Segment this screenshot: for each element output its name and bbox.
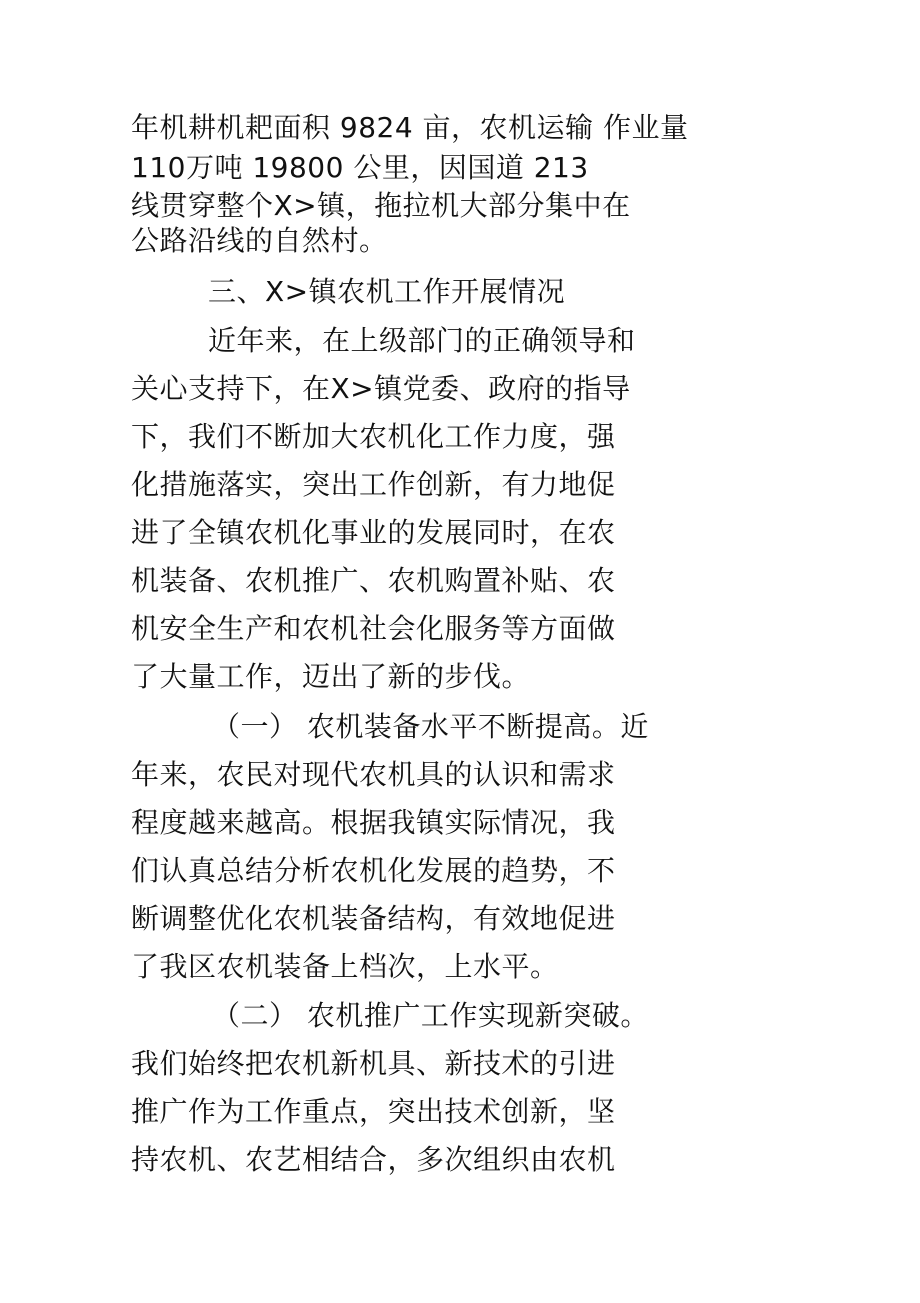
body-text-line: 了我区农机装备上档次，上水平。 xyxy=(131,950,559,983)
body-text-line: 110万吨 19800 公里，因国道 213 xyxy=(131,151,589,184)
body-text-line: 持农机、农艺相结合，多次组织由农机 xyxy=(131,1143,616,1176)
body-text-line: 程度越来越高。根据我镇实际情况，我 xyxy=(131,806,616,839)
body-text-line: 机安全生产和农机社会化服务等方面做 xyxy=(131,612,616,645)
body-text-line: 线贯穿整个X>镇，拖拉机大部分集中在 xyxy=(131,189,631,222)
body-text-line: 了大量工作，迈出了新的步伐。 xyxy=(131,660,531,693)
body-text-line: 推广作为工作重点，突出技术创新，坚 xyxy=(131,1095,616,1128)
body-text-line: 化措施落实，突出工作创新，有力地促 xyxy=(131,468,616,501)
subsection-heading: （一） 农机装备水平不断提高。近 xyxy=(212,710,649,743)
section-heading: 三、X>镇农机工作开展情况 xyxy=(208,275,566,308)
body-text-line: 年机耕机耙面积 9824 亩，农机运输 作业量 xyxy=(131,111,689,144)
body-text-line: 们认真总结分析农机化发展的趋势，不 xyxy=(131,854,616,887)
body-text-line: 年来，农民对现代农机具的认识和需求 xyxy=(131,758,616,791)
body-text-line: 断调整优化农机装备结构，有效地促进 xyxy=(131,902,616,935)
body-text-line: 公路沿线的自然村。 xyxy=(131,224,388,257)
subsection-heading: （二） 农机推广工作实现新突破。 xyxy=(212,999,649,1032)
body-text-line: 关心支持下，在X>镇党委、政府的指导 xyxy=(131,372,631,405)
body-text-line: 下，我们不断加大农机化工作力度，强 xyxy=(131,420,616,453)
body-text-line: 我们始终把农机新机具、新技术的引进 xyxy=(131,1047,616,1080)
body-text-line: 近年来，在上级部门的正确领导和 xyxy=(208,324,636,357)
body-text-line: 进了全镇农机化事业的发展同时，在农 xyxy=(131,516,616,549)
body-text-line: 机装备、农机推广、农机购置补贴、农 xyxy=(131,564,616,597)
